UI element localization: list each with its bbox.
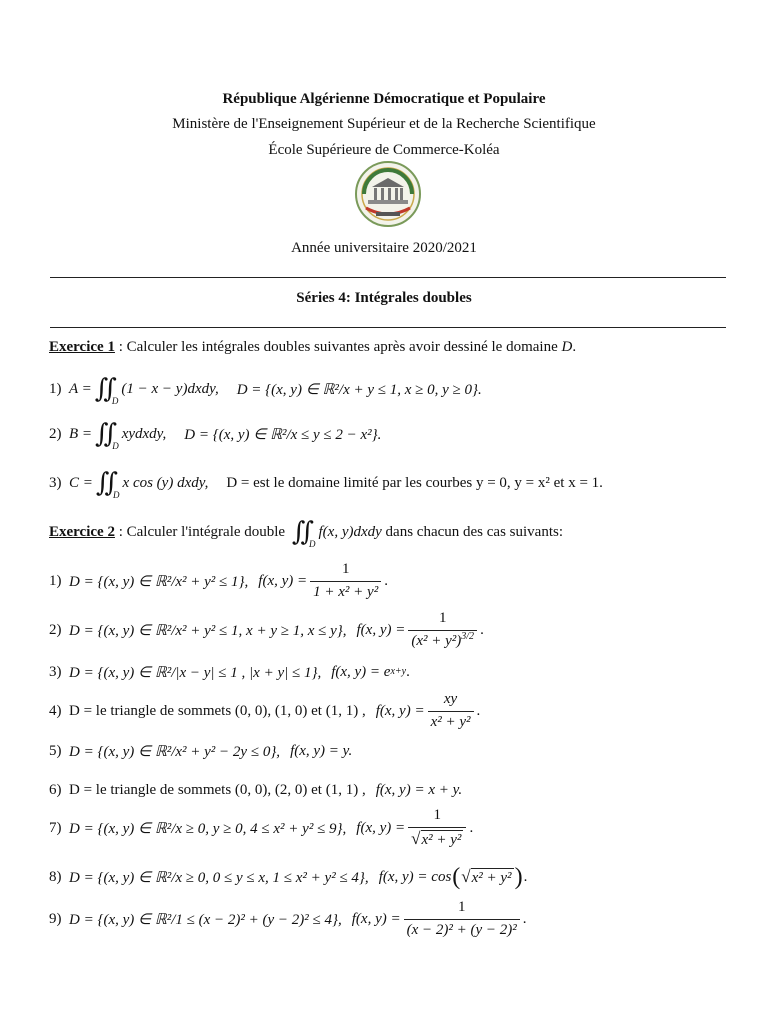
exercise1-item-1: 1) A = ∬ D (1 − x − y)dxdy, D = {(x, y) ∈ ℝ²/x + y ≤ 1, x ≥ 0, y ≥ 0}. — [49, 374, 482, 406]
republic-title: République Algérienne Démocratique et Populaire — [222, 91, 546, 107]
school-logo — [354, 160, 422, 228]
exercise1-text: : Calculer les intégrales doubles suivantes après avoir dessiné le domaine — [114, 338, 562, 355]
fraction: $\frac{xy}{\text{x² + y²}}$ — [428, 691, 474, 731]
ministry-line: Ministère de l'Enseignement Supérieur et de la Recherche Scientifique — [172, 116, 596, 132]
exercise1-intro — [49, 337, 576, 357]
sqrt-icon: √ x² + y² — [411, 828, 462, 848]
exercise1-item-3: 3) C = ∬ D x cos (y) dxdy, D = est le domaine limité par les courbes y = 0, y = x² et x = 1. — [49, 468, 603, 500]
exercise2-label: Exercice 2 — [49, 523, 115, 540]
exercise1-label: Exercice 1 — [49, 338, 115, 355]
double-integral-icon: ∬ — [95, 419, 109, 449]
academic-year: Année universitaire 2020/2021 — [291, 240, 477, 256]
top-rule — [50, 277, 726, 278]
exercise2-item-5: 5) D = {(x, y) ∈ ℝ²/x² + y² − 2y ≤ 0}, f(x, y) = y. — [49, 742, 353, 760]
exercise2-item-8: 8) D = {(x, y) ∈ ℝ²/x ≥ 0, 0 ≤ y ≤ x, 1 ≤ x² + y² ≤ 4}, f(x, y) = cos ( √ x² + y² ) . — [49, 864, 528, 890]
double-integral-icon: ∬ — [291, 517, 305, 547]
sqrt-icon: √ x² + y² — [461, 866, 512, 886]
bottom-rule — [50, 327, 726, 328]
exercise2-item-7: 7) D = {(x, y) ∈ ℝ²/x ≥ 0, y ≥ 0, 4 ≤ x² + y² ≤ 9}, f(x, y) = 1 √ x² + y² . — [49, 807, 474, 848]
exercise2-item-3: 3) D = {(x, y) ∈ ℝ²/|x − y| ≤ 1 , |x + y| ≤ 1}, f(x, y) = e x+y . — [49, 663, 410, 681]
exercise2-item-6: 6) D = le triangle de sommets (0, 0), (2, 0) et (1, 1) , f(x, y) = x + y. — [49, 781, 463, 798]
exercise2-item-4: 4) D = le triangle de sommets (0, 0), (1, 0) et (1, 1) , f(x, y) = $\frac{xy}{\text{x² + y²}}$ . — [49, 691, 481, 730]
double-integral-icon: ∬ — [95, 468, 110, 498]
fraction: $\frac{1}{\text{1 + x² + y²}}$ — [310, 561, 381, 601]
series-title: Séries 4: Intégrales doubles — [296, 290, 472, 306]
exercise2-intro: Exercice 2 : Calculer l'intégrale double ∬ D f(x, y)dxdy dans chacun des cas suivants: — [49, 517, 563, 549]
fraction: $\frac{1}{\text{(x − 2)² + (y − 2)²}}$ — [404, 899, 520, 939]
exercise1-item-2: 2) B = ∬ D xydxdy, D = {(x, y) ∈ ℝ²/x ≤ y ≤ 2 − x²}. — [49, 419, 382, 451]
exercise1-var: D — [561, 338, 573, 355]
exercise2-item-9: 9) D = {(x, y) ∈ ℝ²/1 ≤ (x − 2)² + (y − 2)² ≤ 4}, f(x, y) = $\frac{1}{\text{(x − 2)² + (y − 2)²}}$ . — [49, 899, 527, 938]
exercise2-text: : Calculer l'intégrale double — [114, 523, 289, 540]
school-line: École Supérieure de Commerce-Koléa — [268, 142, 500, 158]
fraction: 1 √ x² + y² — [408, 807, 466, 849]
exercise2-item-1: 1) D = {(x, y) ∈ ℝ²/x² + y² ≤ 1}, f(x, y) = $\frac{1}{\text{1 + x² + y²}}$ . — [49, 561, 388, 600]
double-integral-icon: ∬ — [94, 374, 108, 404]
fraction: $\frac{1}{(x^2 + y^2)^{3/2}}$ — [408, 610, 477, 650]
exercise2-item-2: 2) D = {(x, y) ∈ ℝ²/x² + y² ≤ 1, x + y ≥ 1, x ≤ y}, f(x, y) = $\frac{1}{(x^2 + y^2)^{3/2}}$ . — [49, 610, 484, 649]
exercise1-end: . — [572, 338, 577, 355]
